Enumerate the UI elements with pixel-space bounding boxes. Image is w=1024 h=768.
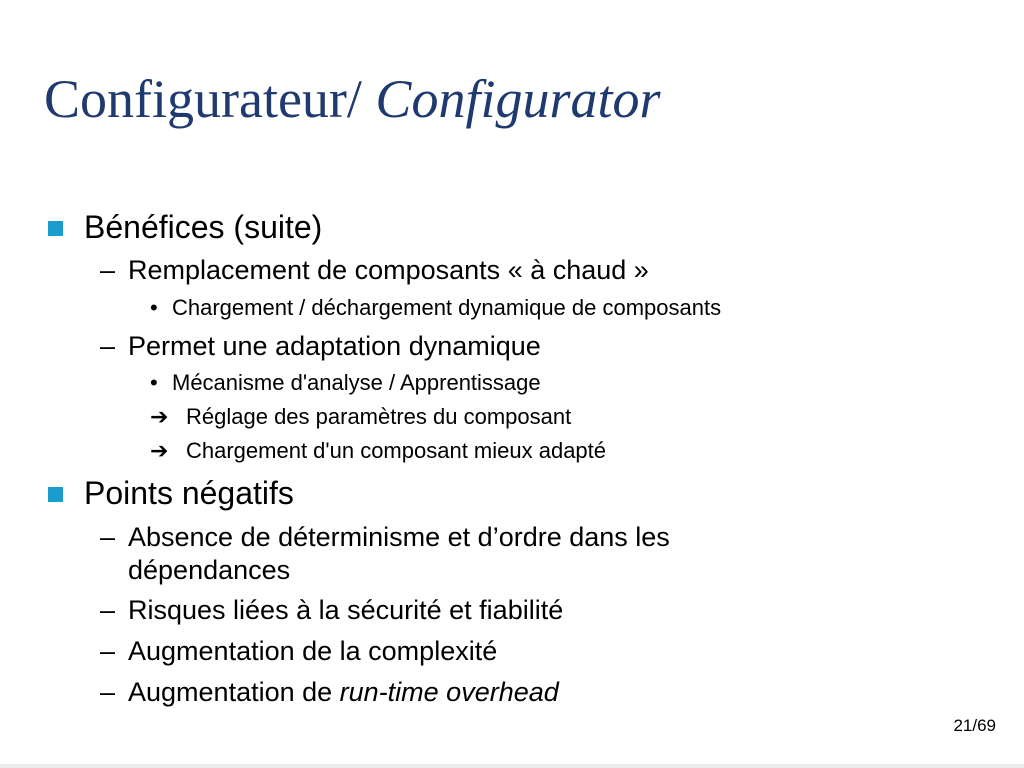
bullet-remplacement: Remplacement de composants « à chaud » xyxy=(128,255,649,285)
bullet-absence-line2: dépendances xyxy=(128,555,291,585)
bullet-mecanisme: Mécanisme d'analyse / Apprentissage xyxy=(172,370,541,395)
arrow-right-icon: ➔ xyxy=(150,438,169,463)
bullet-chargement-dynamique: Chargement / déchargement dynamique de composants xyxy=(172,295,722,320)
overhead-regular: Augmentation de xyxy=(128,677,340,707)
bullet-complexite: Augmentation de la complexité xyxy=(128,636,498,666)
dash-marker: – xyxy=(100,595,116,625)
dot-marker: • xyxy=(150,370,158,395)
bullet-reglage: Réglage des paramètres du composant xyxy=(186,404,572,429)
overhead-italic: run-time overhead xyxy=(339,677,559,707)
dash-marker: – xyxy=(100,255,116,285)
title-italic: Configurator xyxy=(375,69,661,129)
bottom-divider xyxy=(0,764,1024,768)
bullet-chargement-adapte: Chargement d'un composant mieux adapté xyxy=(186,438,607,463)
title-regular: Configurateur/ xyxy=(44,69,376,129)
square-bullet-icon xyxy=(48,487,63,502)
bullet-absence-line1: Absence de déterminisme et d’ordre dans les xyxy=(128,522,670,552)
bullet-overhead xyxy=(128,676,559,708)
dash-marker: – xyxy=(100,677,116,707)
bullet-points-negatifs: Points négatifs xyxy=(84,475,294,511)
dash-marker: – xyxy=(100,331,116,361)
arrow-right-icon: ➔ xyxy=(150,404,169,429)
bullet-adaptation: Permet une adaptation dynamique xyxy=(128,331,541,361)
dash-marker: – xyxy=(100,636,116,666)
square-bullet-icon xyxy=(48,221,63,236)
bullet-benefices: Bénéfices (suite) xyxy=(84,209,323,245)
dash-marker: – xyxy=(100,522,116,552)
bullet-risques: Risques liées à la sécurité et fiabilité xyxy=(128,595,564,625)
page-number: 21/69 xyxy=(953,716,996,735)
dot-marker: • xyxy=(150,295,158,320)
